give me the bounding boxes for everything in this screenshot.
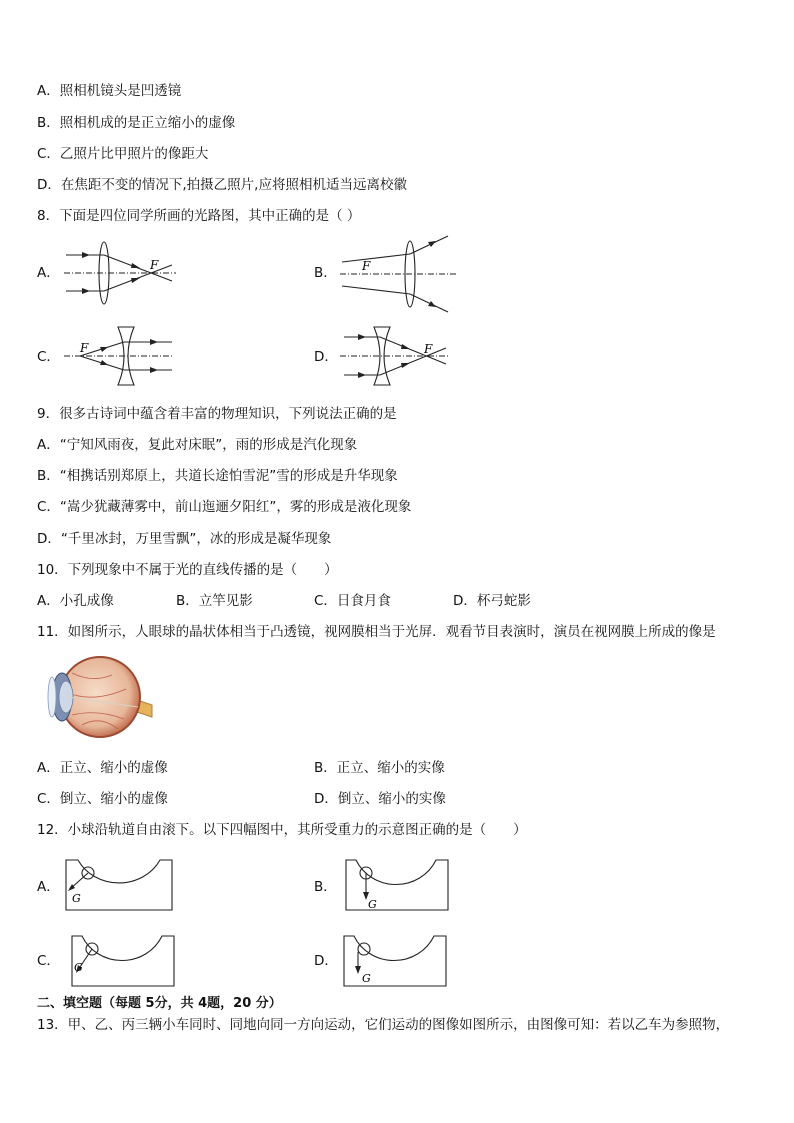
q12-label-c: C． (37, 953, 60, 969)
q9-option-c: C．“嵩少犹藏薄雾中，前山迤逦夕阳红”，雾的形成是液化现象 (37, 499, 412, 515)
q11-stem: 11．如图所示，人眼球的晶状体相当于凸透镜，视网膜相当于光屏．观看节目表演时，演员在视网膜上所成的像是 (37, 624, 716, 640)
q11-option-a: A．正立、缩小的虚像 (37, 760, 168, 776)
q12-diagram-d (340, 934, 450, 990)
q7-option-b: B．照相机成的是正立缩小的虚像 (37, 115, 236, 131)
q7-option-d: D．在焦距不变的情况下,拍摄乙照片,应将照相机适当远离校徽 (37, 177, 407, 193)
q10-option-a: A．小孔成像 (37, 593, 114, 609)
q9-option-d: D．“千里冰封，万里雪飘”，冰的形成是凝华现象 (37, 531, 332, 547)
q9-option-b: B．“相携话别郑原上，共道长途怕雪泥”雪的形成是升华现象 (37, 468, 398, 484)
q9-option-a: A．“宁知风雨夜，复此对床眠”，雨的形成是汽化现象 (37, 437, 358, 453)
q11-option-c: C．倒立、缩小的虚像 (37, 791, 168, 807)
q8-b-focus-label: F (362, 259, 371, 273)
q8-label-d: D． (314, 349, 338, 365)
q10-option-c: C．日食月食 (314, 593, 391, 609)
q10-option-b: B．立竿见影 (176, 593, 253, 609)
q8-a-focus-label: F (150, 258, 159, 272)
q12-label-a: A． (37, 879, 60, 895)
q7-option-c: C．乙照片比甲照片的像距大 (37, 146, 209, 162)
q8-diagram-b (336, 232, 460, 316)
eyeball-illustration (42, 653, 154, 741)
q12-a-force-label: G (72, 892, 81, 905)
q8-diagram-c (60, 323, 178, 389)
q8-label-a: A． (37, 265, 60, 281)
q9-stem: 9．很多古诗词中蕴含着丰富的物理知识，下列说法正确的是 (37, 406, 397, 422)
q11-option-d: D．倒立、缩小的实像 (314, 791, 446, 807)
q10-option-d: D．杯弓蛇影 (453, 593, 531, 609)
q8-label-b: B． (314, 265, 337, 281)
q8-label-c: C． (37, 349, 60, 365)
q11-option-b: B．正立、缩小的实像 (314, 760, 445, 776)
q8-c-focus-label: F (80, 341, 89, 355)
q7-option-a: A．照相机镜头是凹透镜 (37, 83, 182, 99)
q12-b-force-label: G (368, 898, 377, 911)
section-heading-fill-in: 二、填空题（每题 5分，共 4题，20 分） (37, 996, 282, 1011)
q8-d-focus-label: F (424, 342, 433, 356)
q8-diagram-a (60, 238, 180, 308)
q12-diagram-c (68, 934, 178, 990)
q8-diagram-d (336, 323, 454, 389)
q8-stem: 8．下面是四位同学所画的光路图，其中正确的是（ ） (37, 208, 361, 224)
q13-stem: 13．甲、乙、丙三辆小车同时、同地向同一方向运动，它们运动的图像如图所示，由图像可知：若以乙车为参照物， (37, 1017, 730, 1033)
q12-stem: 12．小球沿轨道自由滚下。以下四幅图中，其所受重力的示意图正确的是（ ） (37, 822, 527, 838)
q10-stem: 10．下列现象中不属于光的直线传播的是（ ） (37, 562, 338, 578)
q12-diagram-b (342, 858, 452, 914)
q12-label-d: D． (314, 953, 338, 969)
q12-c-force-label: G (74, 961, 83, 974)
q12-diagram-a (62, 858, 176, 914)
q12-d-force-label: G (362, 972, 371, 985)
q12-label-b: B． (314, 879, 337, 895)
